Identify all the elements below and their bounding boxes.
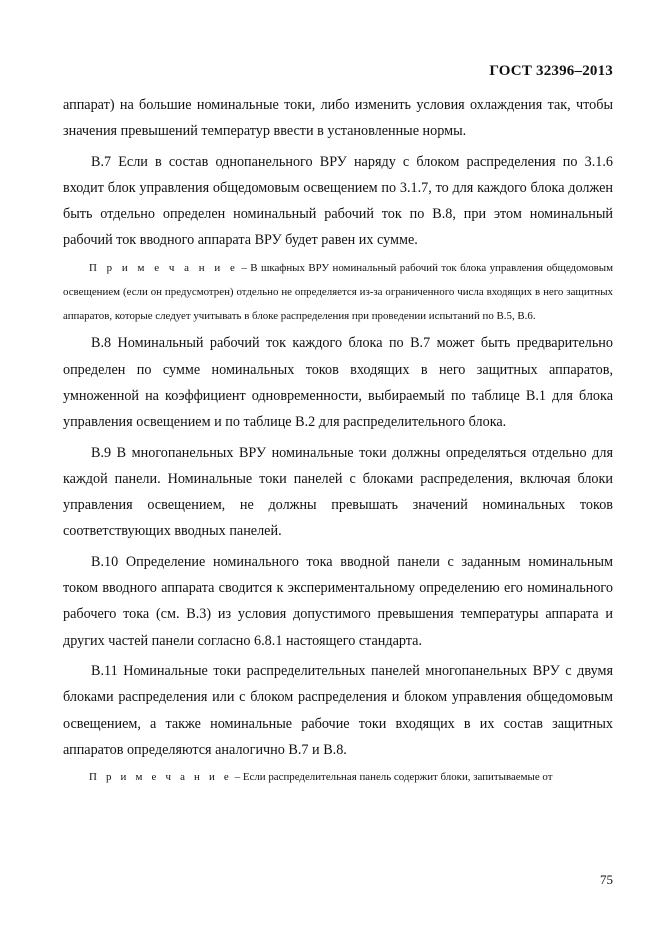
note-text: – В шкафных ВРУ номинальный рабочий ток блока управления общедомовым освещением (если он предусмотрен) отдельно не определяется из-за ограниченного числа входящих в него защитных аппаратов, которые следует учитывать в блоке распределения при проведении испытаний по В.5, В.6. bbox=[63, 261, 613, 323]
note-b7 bbox=[63, 256, 613, 329]
paragraph-b10: В.10 Определение номинального тока вводной панели с заданным номинальным током вводного аппарата сводится к экспериментальному определению его номинального рабочего тока (см. В.3) из условия допустимого превышения температуры аппарата и других частей панели согласно 6.8.1 настоящего стандарта. bbox=[63, 553, 613, 649]
paragraph-b7: В.7 Если в состав однопанельного ВРУ наряду с блоком распределения по 3.1.6 входит блок управления общедомовым освещением по 3.1.7, то для каждого блока должен быть отдельно определен номинальный рабочий ток по В.8, при этом номинальный рабочий ток вводного аппарата ВРУ будет равен их сумме. bbox=[63, 153, 613, 249]
note-text: – Если распределительная панель содержит блоки, запитываемые от bbox=[231, 771, 553, 784]
paragraph-continuation: аппарат) на большие номинальные токи, либо изменить условия охлаждения так, чтобы значения превышений температур ввести в установленные нормы. bbox=[63, 97, 613, 140]
paragraph-b11: В.11 Номинальные токи распределительных панелей многопанельных ВРУ с двумя блоками распределения или с блоком распределения и блоком управления общедомовым освещением, а также номинальные рабочие токи входящих в их состав защитных аппаратов определяются аналогично В.7 и В.8. bbox=[63, 662, 613, 758]
note-label: П р и м е ч а н и е bbox=[89, 771, 232, 784]
page-body bbox=[63, 92, 613, 789]
note-label: П р и м е ч а н и е bbox=[89, 261, 239, 274]
document-id-header: ГОСТ 32396–2013 bbox=[489, 63, 613, 79]
paragraph-b9: В.9 В многопанельных ВРУ номинальные токи должны определяться отдельно для каждой панели. Номинальные токи панелей с блоками распределения, включая блоки управления освещением, не должны превышать значений номинальных токов соответствующих вводных панелей. bbox=[63, 444, 613, 540]
note-b11 bbox=[63, 765, 613, 789]
page-number: 75 bbox=[600, 872, 613, 887]
paragraph-b8: В.8 Номинальный рабочий ток каждого блока по В.7 может быть предварительно определен по сумме номинальных токов входящих в него защитных аппаратов, умноженной на коэффициент одновременности, выбираемый по таблице В.1 для блока управления освещением и по таблице В.2 для распределительного блока. bbox=[63, 335, 613, 431]
